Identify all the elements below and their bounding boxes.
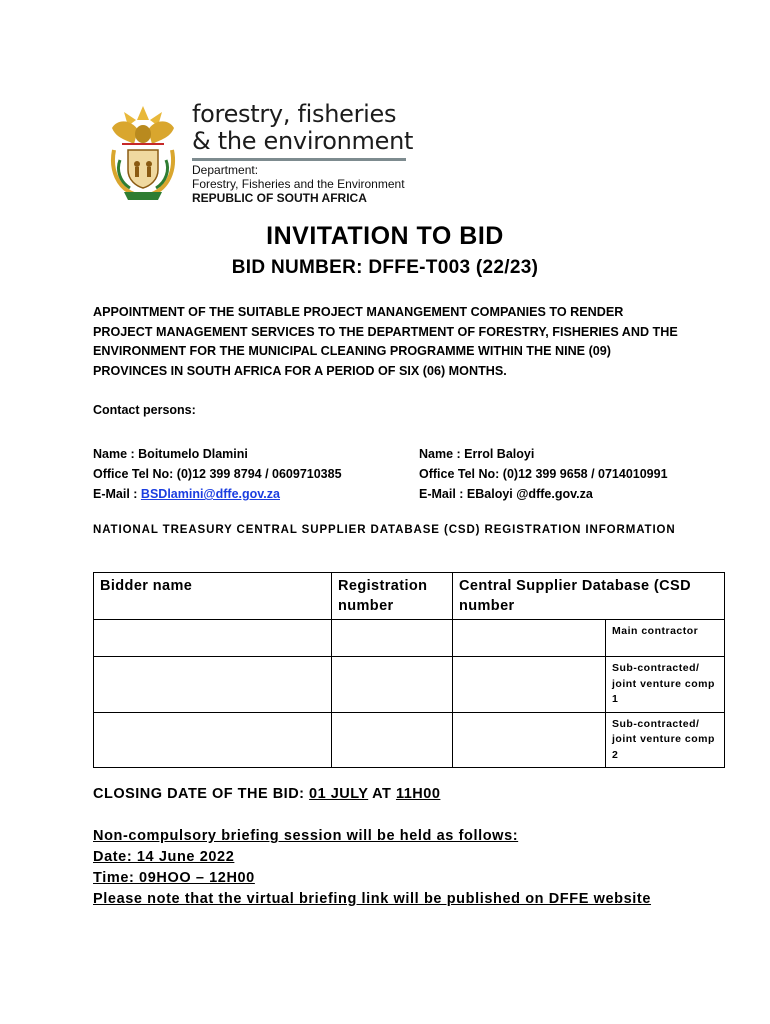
csd-registration-table <box>93 572 725 768</box>
briefing-note: Please note that the virtual briefing link will be published on DFFE website <box>93 891 652 907</box>
table-row <box>94 712 725 768</box>
header-registration-number: Registration number <box>332 573 453 620</box>
bid-number: BID NUMBER: DFFE-T003 (22/23) <box>231 257 539 278</box>
registration-number-cell[interactable] <box>332 657 453 713</box>
brand-divider <box>192 158 406 161</box>
header-bidder-name: Bidder name <box>94 573 332 620</box>
csd-heading: NATIONAL TREASURY CENTRAL SUPPLIER DATABASE (CSD) REGISTRATION INFORMATION <box>93 524 676 536</box>
contact-1-email-label: E-Mail : <box>93 487 141 501</box>
closing-at: AT <box>368 786 396 802</box>
bid-description: APPOINTMENT OF THE SUITABLE PROJECT MANANGEMENT COMPANIES TO RENDER PROJECT MANAGEMENT SERVICES TO THE DEPARTMENT OF FORESTRY, FISHERIES AND THE ENVIRONMENT FOR THE MUNICIPAL CLEANING PROGRAMME WITHIN THE NINE (09) PROVINCES IN SOUTH AFRICA FOR A PERIOD OF SIX (06) MONTHS. <box>93 305 678 378</box>
registration-number-cell[interactable] <box>332 620 453 657</box>
department-name: Forestry, Fisheries and the Environment <box>192 177 405 191</box>
briefing-date: Date: 14 June 2022 <box>93 849 235 865</box>
row-label-subcontracted-1: Sub-contracted/ joint venture comp 1 <box>606 657 725 713</box>
table-row <box>94 657 725 713</box>
contact-2-email-row <box>419 484 668 504</box>
csd-number-cell[interactable] <box>453 712 606 768</box>
contact-1-name: Name : Boitumelo Dlamini <box>93 447 248 461</box>
coat-of-arms-icon <box>104 100 182 204</box>
contact-1-email-row <box>93 484 342 504</box>
contact-1-tel: Office Tel No: (0)12 399 8794 / 0609710385 <box>93 467 342 481</box>
csd-number-cell[interactable] <box>453 657 606 713</box>
contact-2-email-label: E-Mail : <box>419 487 467 501</box>
closing-time-value: 11H00 <box>395 786 441 802</box>
bidder-name-cell[interactable] <box>94 657 332 713</box>
contact-2-email: EBaloyi @dffe.gov.za <box>466 487 593 501</box>
department-logo <box>104 100 414 210</box>
department-label: Department: <box>192 163 259 177</box>
row-label-main-contractor: Main contractor <box>606 620 725 657</box>
bidder-name-cell[interactable] <box>94 620 332 657</box>
header-csd-number: Central Supplier Database (CSD number <box>453 573 725 620</box>
contact-2-name: Name : Errol Baloyi <box>419 447 535 461</box>
contact-person-1 <box>93 444 342 504</box>
contact-person-2 <box>419 444 668 504</box>
briefing-line-1: Non-compulsory briefing session will be held as follows: <box>93 828 519 844</box>
briefing-time: Time: 09HOO – 12H00 <box>93 870 255 886</box>
csd-number-cell[interactable] <box>453 620 606 657</box>
table-row <box>94 620 725 657</box>
brand-line-2: & the environment <box>192 127 414 155</box>
country-name: REPUBLIC OF SOUTH AFRICA <box>192 191 367 205</box>
closing-label: CLOSING DATE OF THE BID: <box>93 786 310 802</box>
contact-2-tel: Office Tel No: (0)12 399 9658 / 0714010991 <box>419 467 668 481</box>
document-title: INVITATION TO BID <box>266 222 504 250</box>
table-header-row <box>94 573 725 620</box>
closing-date <box>93 786 440 802</box>
registration-number-cell[interactable] <box>332 712 453 768</box>
briefing-session <box>93 826 673 910</box>
bidder-name-cell[interactable] <box>94 712 332 768</box>
contact-1-email-link[interactable]: BSDlamini@dffe.gov.za <box>140 487 280 501</box>
row-label-subcontracted-2: Sub-contracted/ joint venture comp 2 <box>606 712 725 768</box>
brand-line-1: forestry, fisheries <box>192 100 397 128</box>
contacts-label: Contact persons: <box>93 403 196 417</box>
closing-date-value: 01 JULY <box>309 786 369 802</box>
